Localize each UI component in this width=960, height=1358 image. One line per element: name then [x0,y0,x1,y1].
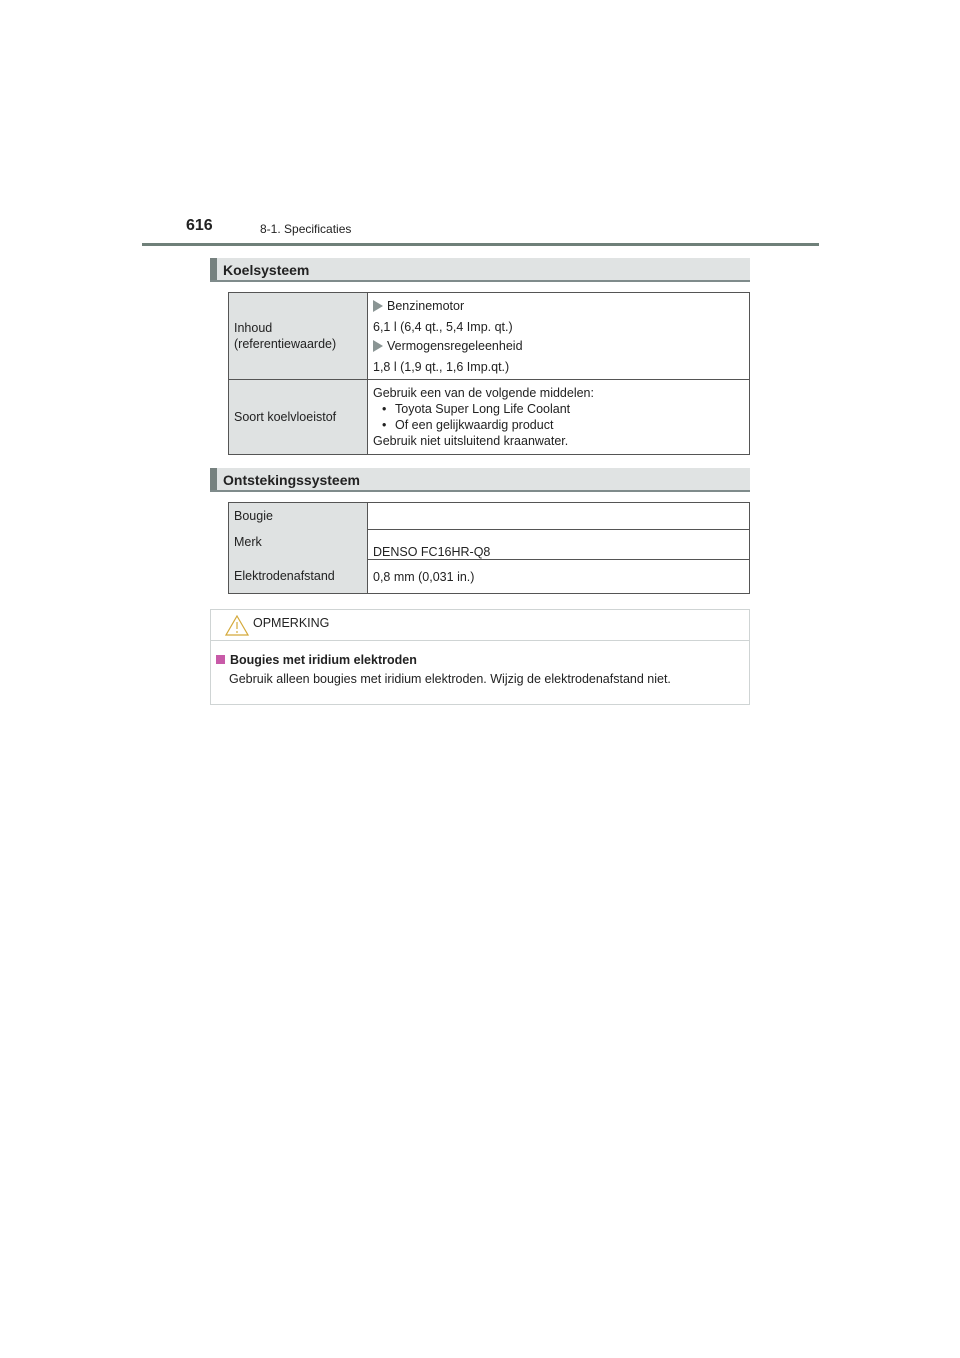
empty-cell [368,503,750,530]
engine-heading: Benzinemotor [373,298,744,314]
notice-heading: Bougies met iridium elektroden [216,653,417,667]
list-item: • Of een gelijkwaardig product [373,417,744,433]
header-rule [142,243,819,246]
coolant-intro: Gebruik een van de volgende middelen: [373,386,594,400]
section-heading-ignition [210,468,750,492]
coolant-note: Gebruik niet uitsluitend kraanwater. [373,434,569,448]
notice-header [211,610,749,641]
spark-plug-label: Bougie [229,503,368,530]
capacity-label-line: Inhoud [234,321,273,335]
cooling-table [228,292,750,455]
table-row [229,560,750,594]
gap-label: Elektrodenafstand [229,560,368,594]
page-number: 616 [186,217,213,234]
square-bullet-icon [216,655,225,664]
notice-body: Gebruik alleen bougies met iridium elektroden. Wijzig de elektrodenafstand niet. [229,672,671,686]
capacity-label [229,293,368,380]
table-row [229,530,750,560]
coolant-type-label: Soort koelvloeistof [229,380,368,455]
table-row [229,293,750,380]
heading-bar [210,468,217,490]
brand-value: DENSO FC16HR-Q8 [368,530,750,560]
heading-bar [210,258,217,280]
warning-icon [225,615,249,636]
capacity-value [368,293,750,380]
notice-title: OPMERKING [253,616,330,630]
section-title: Ontstekingssysteem [223,472,360,488]
gap-value: 0,8 mm (0,031 in.) [368,560,750,594]
table-row [229,380,750,455]
ignition-table [228,502,750,594]
section-path: 8-1. Specificaties [260,222,352,236]
brand-label: Merk [229,530,368,560]
engine-value: 6,1 l (6,4 qt., 5,4 Imp. qt.) [373,319,513,334]
triangle-arrow-icon [373,300,383,312]
section-heading-cooling [210,258,750,282]
notice-box [210,609,750,705]
coolant-type-value [368,380,750,455]
table-row [229,503,750,530]
pcu-heading: Vermogensregeleenheid [373,338,744,354]
pcu-value: 1,8 l (1,9 qt., 1,6 Imp.qt.) [373,359,510,374]
list-item: • Toyota Super Long Life Coolant [373,401,744,417]
section-title: Koelsysteem [223,262,310,278]
triangle-arrow-icon [373,340,383,352]
capacity-label-line: (referentiewaarde) [234,337,337,351]
